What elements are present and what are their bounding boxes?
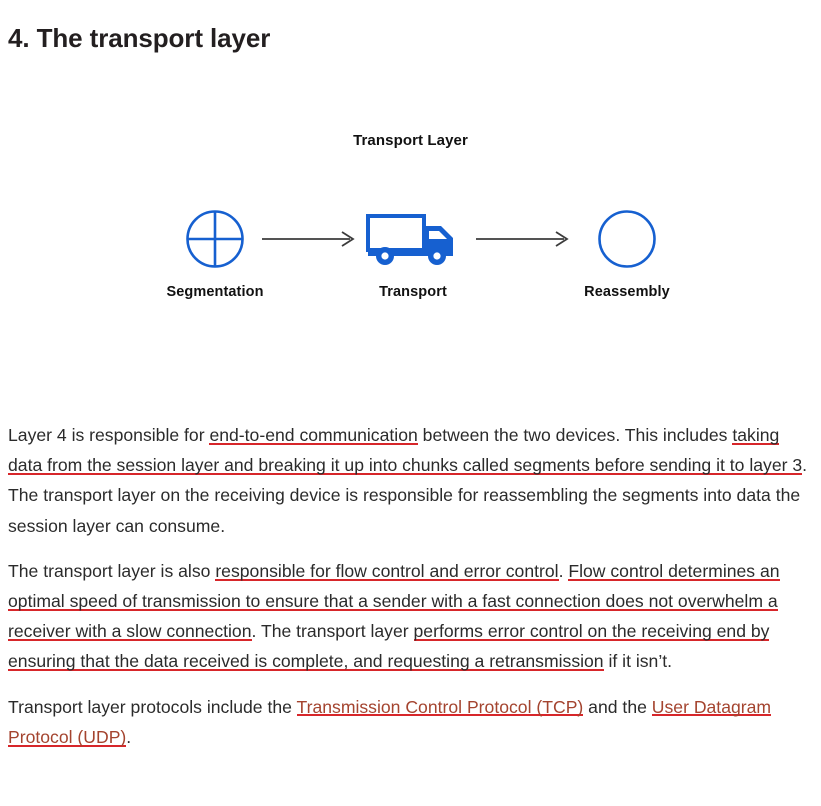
diagram-flow: [140, 208, 685, 308]
text-run: Transport layer protocols include the: [8, 696, 297, 717]
highlight-segmentation-description: taking data from the session layer and breaking it up into chunks called segments before sending it to layer 3: [8, 425, 803, 476]
transport-layer-diagram: [0, 120, 821, 320]
highlight-tcp: Transmission Control Protocol (TCP): [296, 696, 584, 717]
text-run: .: [558, 560, 569, 581]
paragraph-2: [8, 556, 814, 677]
text-run: . The transport layer on the receiving device is responsible for reassembling the segments into data the session layer can consume.: [8, 455, 808, 536]
text-run: . The transport layer: [251, 621, 414, 642]
text-run: .: [126, 726, 132, 747]
delivery-truck-icon: [338, 208, 488, 270]
text-run: if it isn’t.: [603, 651, 673, 672]
highlight-flow-and-error-control: responsible for flow control and error control: [215, 560, 559, 581]
highlight-udp: User Datagram Protocol (UDP): [8, 696, 772, 747]
circle-icon: [552, 208, 702, 270]
page-title: 4. The transport layer: [8, 23, 271, 54]
highlight-end-to-end-communication: end-to-end communication: [209, 425, 418, 445]
diagram-node-reassembly: [552, 208, 702, 300]
diagram-node-label: Transport: [379, 284, 447, 300]
text-run: The transport layer is also: [8, 560, 216, 581]
diagram-title: Transport Layer: [353, 132, 468, 149]
diagram-node-label: Reassembly: [584, 284, 670, 300]
highlight-flow-control-definition: Flow control determines an optimal speed of transmission to ensure that a sender with a fast connection does not overwhelm a receiver with a slow connection: [8, 560, 780, 642]
highlight-error-control-definition: performs error control on the receiving end by ensuring that the data received is complete, and requesting a retransmission: [8, 621, 770, 672]
diagram-node-label: Segmentation: [166, 284, 264, 300]
text-run: Layer 4 is responsible for: [8, 425, 210, 445]
diagram-node-transport: [338, 208, 488, 300]
paragraph-1: [8, 420, 814, 541]
text-run: between the two devices. This includes: [417, 425, 733, 445]
diagram-node-segmentation: [140, 208, 290, 300]
paragraph-3: [8, 692, 814, 752]
text-run: and the: [583, 696, 652, 717]
article-body: [8, 420, 814, 752]
